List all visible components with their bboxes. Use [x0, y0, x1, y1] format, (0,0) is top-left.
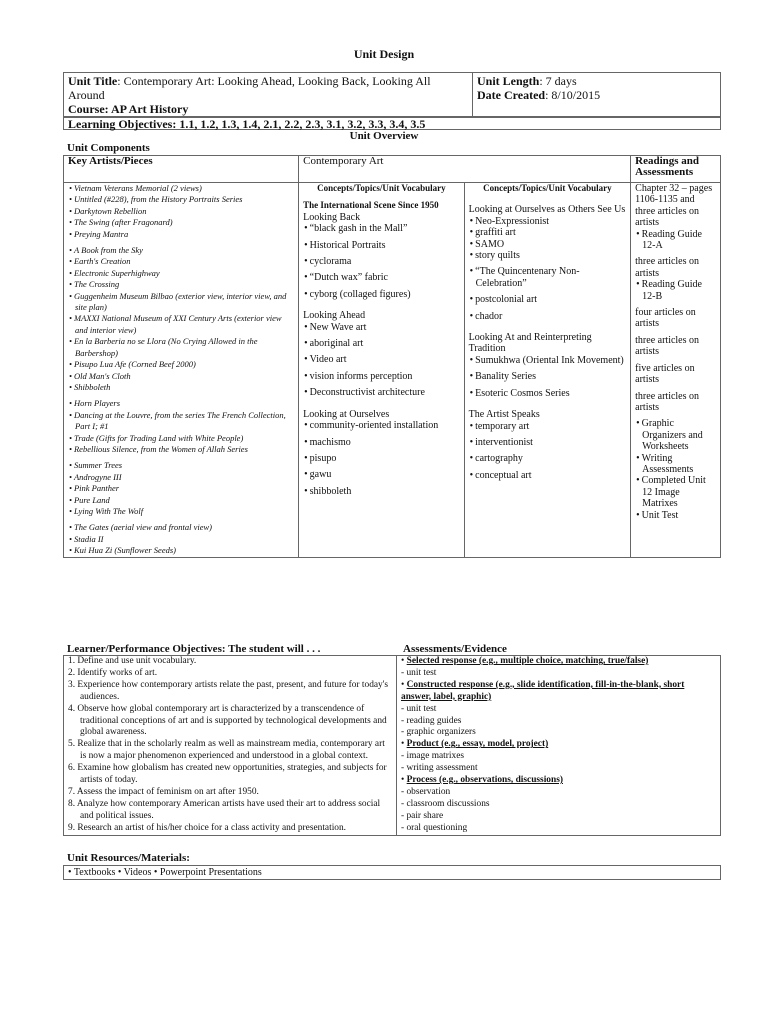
vocab-item: • Deconstructivist architecture — [303, 387, 460, 398]
as-others-list-a — [469, 216, 627, 250]
resources-heading: Unit Resources/Materials: — [67, 852, 190, 864]
vocab-item: • Historical Portraits — [303, 240, 460, 251]
unit-components-table — [63, 155, 721, 558]
vocab-item: • Banality Series — [469, 371, 627, 382]
selected-response-label: Selected response (e.g., multiple choice, matching, true/false) — [406, 656, 649, 666]
international-scene-heading: The International Scene Since 1950 — [303, 200, 439, 211]
concepts-column-1 — [299, 183, 465, 558]
performance-table — [63, 655, 721, 836]
objectives-cell — [64, 656, 397, 836]
assessment-item: • Graphic Organizers and Worksheets — [635, 418, 716, 452]
unit-title-label: Unit Title — [68, 74, 118, 88]
vocab-item: • SAMO — [469, 239, 627, 250]
process-label: Process (e.g., observations, discussions) — [406, 775, 563, 786]
artwork-item: • The Crossing — [68, 279, 294, 290]
vocab-item: • graffiti art — [469, 227, 627, 238]
artwork-item: • Earth's Creation — [68, 256, 294, 267]
concepts-header-1: Concepts/Topics/Unit Vocabulary — [317, 183, 446, 193]
vocab-item: • vision informs perception — [303, 371, 460, 382]
readings-column — [631, 183, 721, 558]
constructed-response-label: Constructed response (e.g., slide identification, fill-in-the-blank, short answer, label, graphic) — [401, 679, 685, 702]
vocab-item: • interventionist — [469, 437, 627, 448]
artists-group-1 — [68, 183, 294, 240]
artwork-item: • Pink Panther — [68, 483, 294, 494]
readings-articles-2: three articles on artists — [635, 256, 700, 279]
artists-group-2 — [68, 245, 294, 393]
vocab-item: • cyclorama — [303, 256, 460, 267]
artwork-item: • Pisupo Lua Afe (Corned Beef 2000) — [68, 359, 294, 370]
vocab-item: • New Wave art — [303, 322, 460, 333]
unit-length-value: : 7 days — [539, 74, 577, 88]
vocab-item: • “The Quincentenary Non-Celebration” — [469, 266, 627, 289]
unit-length-label: Unit Length — [477, 74, 540, 88]
unit-info-table — [63, 72, 721, 118]
objective-item: 4. Observe how global contemporary art is characterized by a transcendence of traditional conceptions of art and is supported by technological developments and global awareness. — [68, 703, 387, 738]
readings-header: Readings and Assessments — [631, 156, 721, 183]
readings-chapter: Chapter 32 – pages 1106-1135 and three articles on artists — [635, 183, 713, 229]
artwork-item: • Androgyne III — [68, 472, 294, 483]
looking-at-ourselves-as-others-heading: Looking at Ourselves as Others See Us — [468, 204, 626, 216]
performance-objectives-heading: Learner/Performance Objectives: The student will . . . — [67, 643, 321, 655]
vocab-item: • Sumukhwa (Oriental Ink Movement) — [469, 355, 627, 366]
objective-item: 5. Realize that in the scholarly realm as well as mainstream media, contemporary art is now a major phenomenon experienced and understood in a global context. — [68, 739, 385, 762]
date-created-label: Date Created — [477, 88, 546, 102]
artwork-item: • Dancing at the Louvre, from the series The French Collection, Part I; #1 — [68, 410, 294, 433]
readings-articles-3: four articles on artists — [635, 307, 696, 330]
vocab-item: • cyborg (collaged figures) — [303, 289, 460, 300]
artwork-item: • Rebellious Silence, from the Women of Allah Series — [68, 444, 294, 455]
artist-speaks-list — [469, 421, 627, 482]
evidence-item: - unit test — [401, 667, 437, 678]
artwork-item: • Lying With The Wolf — [68, 506, 294, 517]
artwork-item: • The Swing (after Fragonard) — [68, 217, 294, 228]
artists-group-4 — [68, 460, 294, 517]
artwork-item: • En la Barberia no se Llora (No Crying Allowed in the Barbershop) — [68, 336, 294, 359]
objective-item: 8. Analyze how contemporary American artists have used their art to address social and political issues. — [68, 798, 381, 821]
reading-guide-12a: • Reading Guide 12-A — [635, 229, 716, 252]
artwork-item: • Guggenheim Museum Bilbao (exterior view, interior view, and site plan) — [68, 291, 294, 314]
vocab-item: • Esoteric Cosmos Series — [469, 388, 627, 399]
vocab-item: • Video art — [303, 354, 460, 365]
evidence-item: - observation — [401, 786, 451, 797]
concepts-column-2 — [464, 183, 631, 558]
readings-articles-5: five articles on artists — [635, 362, 695, 386]
assessment-item: • Writing Assessments — [635, 453, 716, 476]
unit-length-cell — [473, 73, 721, 118]
objective-item: 2. Identify works of art. — [68, 667, 158, 678]
evidence-item: - oral questioning — [401, 822, 468, 833]
reading-guide-12b: • Reading Guide 12-B — [635, 279, 716, 302]
evidence-item: - unit test — [401, 703, 437, 714]
objective-item: 7. Assess the impact of feminism on art after 1950. — [68, 786, 259, 797]
concepts-header-2: Concepts/Topics/Unit Vocabulary — [483, 183, 612, 193]
vocab-item: • chador — [469, 311, 627, 322]
artwork-item: • Stadia II — [68, 534, 294, 545]
vocab-item: • pisupo — [303, 453, 460, 464]
vocab-item: • “Dutch wax” fabric — [303, 272, 460, 283]
evidence-item: - classroom discussions — [401, 798, 490, 809]
reinterpreting-tradition-list — [469, 355, 627, 399]
artwork-item: • Horn Players — [68, 398, 294, 409]
vocab-item: • shibboleth — [303, 486, 460, 497]
vocab-item: • gawu — [303, 469, 460, 480]
date-created-value: : 8/10/2015 — [545, 88, 601, 102]
artwork-item: • Shibboleth — [68, 382, 294, 393]
learning-objectives: Learning Objectives: 1.1, 1.2, 1.3, 1.4, 2.1, 2.2, 2.3, 3.1, 3.2, 3.3, 3.4, 3.5 — [63, 116, 721, 130]
evidence-item: - graphic organizers — [401, 727, 476, 738]
looking-ahead-heading: Looking Ahead — [303, 310, 366, 322]
as-others-list-b — [469, 250, 627, 322]
vocab-item: • community-oriented installation — [303, 420, 460, 431]
artwork-item: • Untitled (#228), from the History Portraits Series — [68, 194, 294, 205]
artwork-item: • Trade (Gifts for Trading Land with White People) — [68, 433, 294, 444]
vocab-item: • aboriginal art — [303, 338, 460, 349]
artwork-item: • Summer Trees — [68, 460, 294, 471]
assessments-heading: Assessments/Evidence — [403, 643, 507, 655]
evidence-item: - image matrixes — [401, 751, 464, 762]
artwork-item: • Electronic Superhighway — [68, 268, 294, 279]
assessment-item: • Unit Test — [635, 510, 716, 521]
artwork-item: • The Gates (aerial view and frontal view) — [68, 522, 294, 533]
vocab-item: • conceptual art — [469, 470, 627, 481]
reinterpreting-tradition-heading: Looking At and Reinterpreting Tradition — [468, 332, 592, 355]
objectives-list — [68, 656, 392, 835]
artwork-item: • Old Man's Cloth — [68, 371, 294, 382]
artwork-item: • Preying Mantra — [68, 229, 294, 240]
objective-item: 1. Define and use unit vocabulary. — [68, 656, 197, 666]
course-label: Course: AP Art History — [68, 102, 189, 116]
vocab-item: • temporary art — [469, 421, 627, 432]
readings-articles-6: three articles on artists — [635, 390, 700, 413]
evidence-item: - pair share — [401, 810, 444, 821]
unit-components-heading: Unit Components — [67, 142, 150, 154]
evidence-item: - writing assessment — [401, 763, 478, 774]
evidence-item: - reading guides — [401, 715, 462, 726]
contemporary-art-header: Contemporary Art — [299, 156, 631, 183]
constructed-response-list — [401, 704, 716, 740]
unit-overview-heading: Unit Overview — [349, 130, 419, 142]
artwork-item: • MAXXI National Museum of XXI Century Arts (exterior view and interior view) — [68, 313, 294, 336]
vocab-item: • Neo-Expressionist — [469, 216, 627, 227]
key-artists-list — [64, 183, 299, 558]
resources-list: • Textbooks • Videos • Powerpoint Presentations — [63, 865, 721, 880]
looking-back-heading: Looking Back — [303, 211, 361, 223]
looking-ahead-list — [303, 322, 460, 399]
document-title: Unit Design — [353, 47, 415, 61]
looking-at-ourselves-list — [303, 420, 460, 497]
looking-back-list — [303, 223, 460, 300]
key-artists-header: Key Artists/Pieces — [64, 156, 299, 183]
vocab-item: • “black gash in the Mall” — [303, 223, 460, 234]
artwork-item: • A Book from the Sky — [68, 245, 294, 256]
artist-speaks-heading: The Artist Speaks — [468, 409, 540, 421]
assessments-cell: • Selected response (e.g., multiple choice, matching, true/false) - unit test • Constructed response (e.g., slide identification, fill-in-the-blank, short answer, label, graphic) - unit test - reading guides - graphic organizers • Product (e.g., essay, model, project) - image matrixes - writing assessment • Process (e.g., observations, discussions) - observation - classroom discussions - pair share - oral questioning — [397, 656, 721, 836]
readings-assessments-list — [635, 418, 716, 521]
artwork-item: • Kui Hua Zi (Sunflower Seeds) — [68, 545, 294, 556]
artwork-item: • Darkytown Rebellion — [68, 206, 294, 217]
objective-item: 6. Examine how globalism has created new opportunities, strategies, and subjects for artists of today. — [68, 763, 387, 786]
vocab-item: • machismo — [303, 437, 460, 448]
vocab-item: • cartography — [469, 453, 627, 464]
vocab-item: • postcolonial art — [469, 294, 627, 305]
product-list — [401, 751, 716, 775]
unit-title-cell — [64, 73, 473, 118]
performance-header — [63, 643, 721, 655]
looking-at-ourselves-heading: Looking at Ourselves — [303, 408, 390, 420]
assessment-item: • Completed Unit 12 Image Matrixes — [635, 475, 716, 509]
artists-group-5 — [68, 522, 294, 556]
product-label: Product (e.g., essay, model, project) — [406, 739, 549, 750]
artists-group-3 — [68, 398, 294, 455]
unit-title-value: : Contemporary Art: Looking Ahead, Looking Back, Looking All Around — [68, 74, 431, 102]
artwork-item: • Vietnam Veterans Memorial (2 views) — [68, 183, 294, 194]
objective-item: 9. Research an artist of his/her choice for a class activity and presentation. — [68, 822, 347, 833]
objective-item: 3. Experience how contemporary artists relate the past, present, and future for today's audiences. — [68, 679, 389, 702]
process-list — [401, 787, 716, 835]
readings-articles-4: three articles on artists — [635, 334, 700, 358]
selected-response-list — [401, 668, 716, 680]
artwork-item: • Pure Land — [68, 495, 294, 506]
vocab-item: • story quilts — [469, 250, 627, 261]
